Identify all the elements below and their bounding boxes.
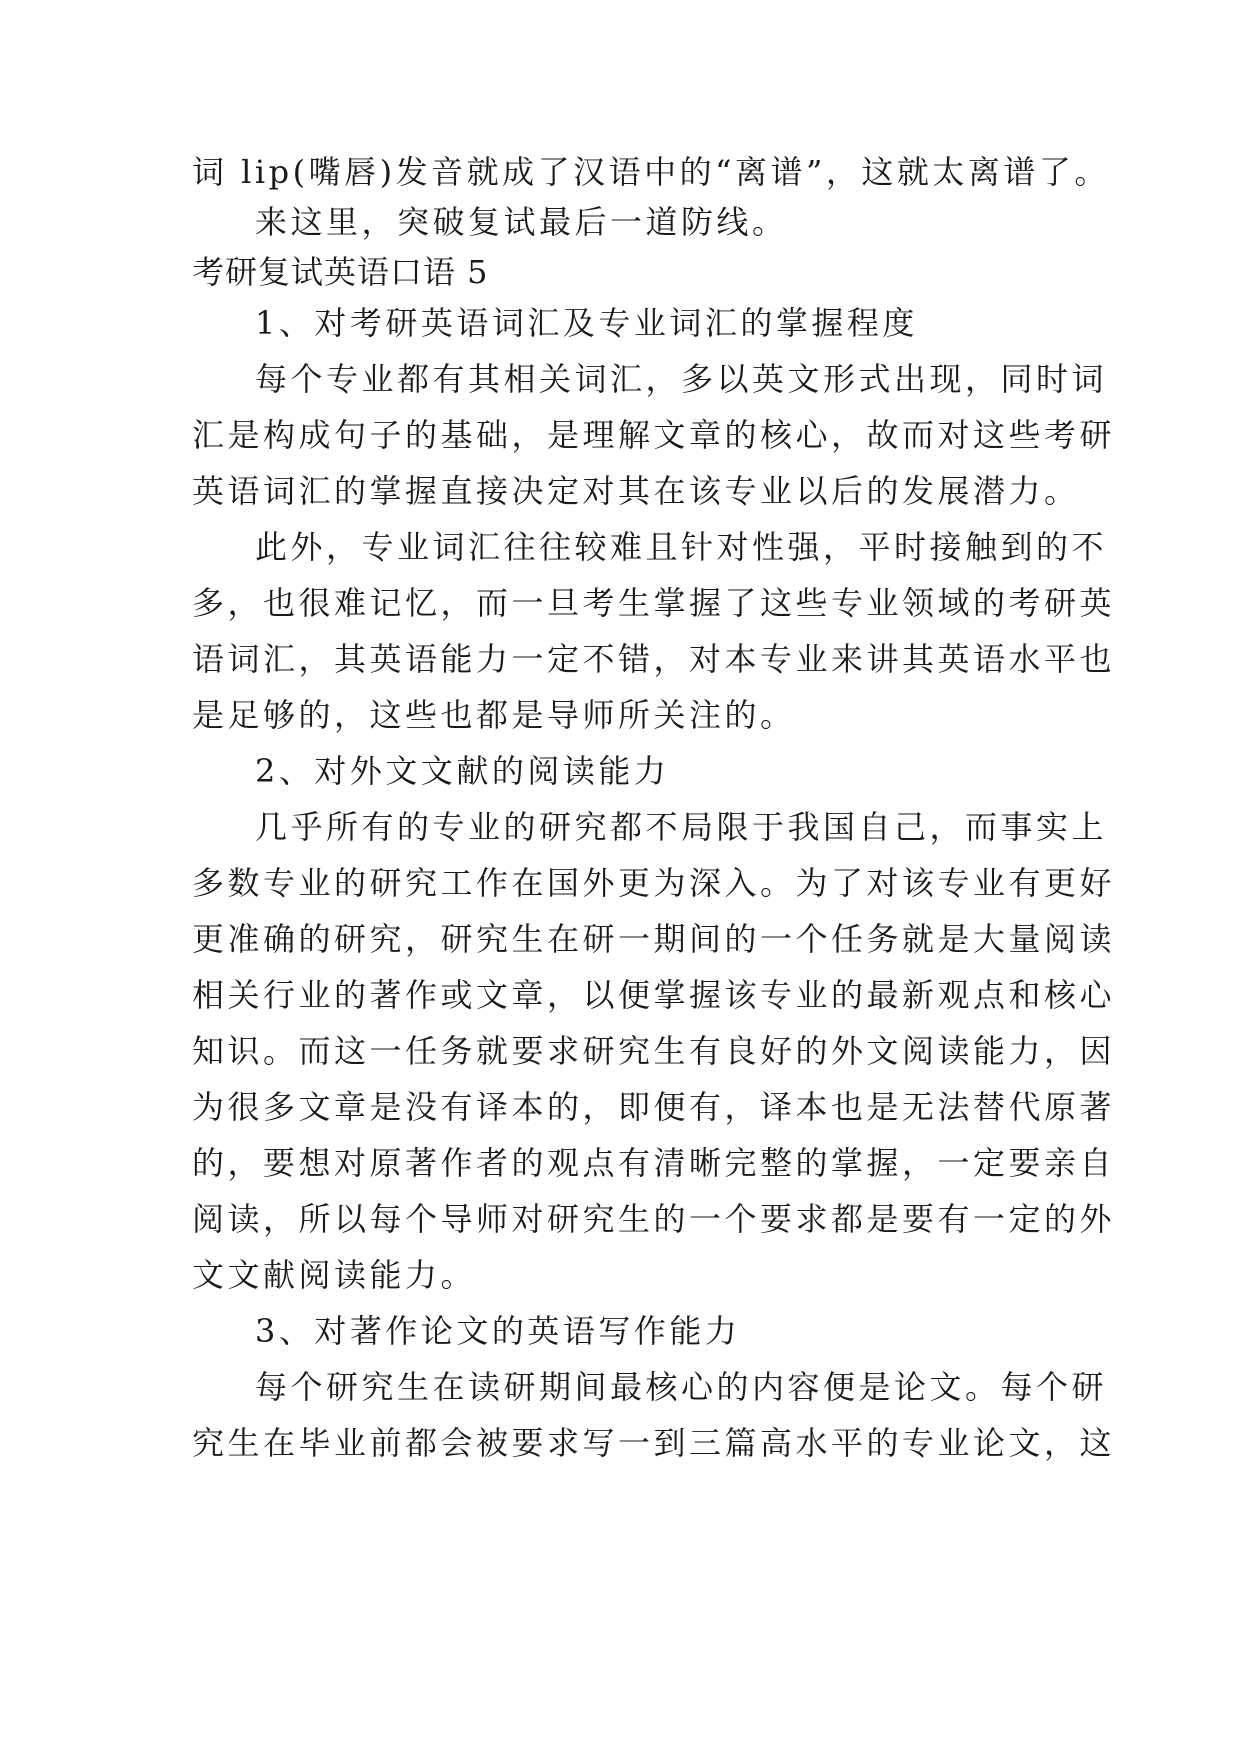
text-line: 多数专业的研究工作在国外更为深入。为了对该专业有更好 <box>192 864 1116 902</box>
text-line: 来这里，突破复试最后一道防线。 <box>255 203 788 241</box>
text-line: 汇是构成句子的基础，是理解文章的核心，故而对这些考研 <box>192 416 1116 454</box>
text-line: 词 lip(嘴唇)发音就成了汉语中的“离谱”，这就太离谱了。 <box>192 153 1110 191</box>
text-line: 究生在毕业前都会被要求写一到三篇高水平的专业论文，这 <box>192 1424 1116 1462</box>
text-line: 更准确的研究，研究生在研一期间的一个任务就是大量阅读 <box>192 920 1116 958</box>
subheading: 3、对著作论文的英语写作能力 <box>255 1312 741 1350</box>
text-line: 为很多文章是没有译本的，即便有，译本也是无法替代原著 <box>192 1088 1116 1126</box>
text-line: 语词汇，其英语能力一定不错，对本专业来讲其英语水平也 <box>192 640 1116 678</box>
text-line: 每个研究生在读研期间最核心的内容便是论文。每个研 <box>255 1368 1108 1406</box>
text-line: 每个专业都有其相关词汇，多以英文形式出现，同时词 <box>255 360 1108 398</box>
subheading: 2、对外文文献的阅读能力 <box>255 752 670 790</box>
text-line: 相关行业的著作或文章，以便掌握该专业的最新观点和核心 <box>192 976 1116 1014</box>
text-line: 文文献阅读能力。 <box>192 1256 477 1294</box>
text-line: 此外，专业词汇往往较难且针对性强，平时接触到的不 <box>255 528 1108 566</box>
text-line: 英语词汇的掌握直接决定对其在该专业以后的发展潜力。 <box>192 472 1080 510</box>
text-line: 知识。而这一任务就要求研究生有良好的外文阅读能力，因 <box>192 1032 1116 1070</box>
section-heading: 考研复试英语口语 5 <box>192 253 489 291</box>
subheading: 1、对考研英语词汇及专业词汇的掌握程度 <box>255 304 918 342</box>
text-line: 的，要想对原著作者的观点有清晰完整的掌握，一定要亲自 <box>192 1144 1116 1182</box>
text-line: 是足够的，这些也都是导师所关注的。 <box>192 696 796 734</box>
text-line: 多，也很难记忆，而一旦考生掌握了这些专业领域的考研英 <box>192 584 1116 622</box>
text-line: 几乎所有的专业的研究都不局限于我国自己，而事实上 <box>255 808 1108 846</box>
text-line: 阅读，所以每个导师对研究生的一个要求都是要有一定的外 <box>192 1200 1116 1238</box>
